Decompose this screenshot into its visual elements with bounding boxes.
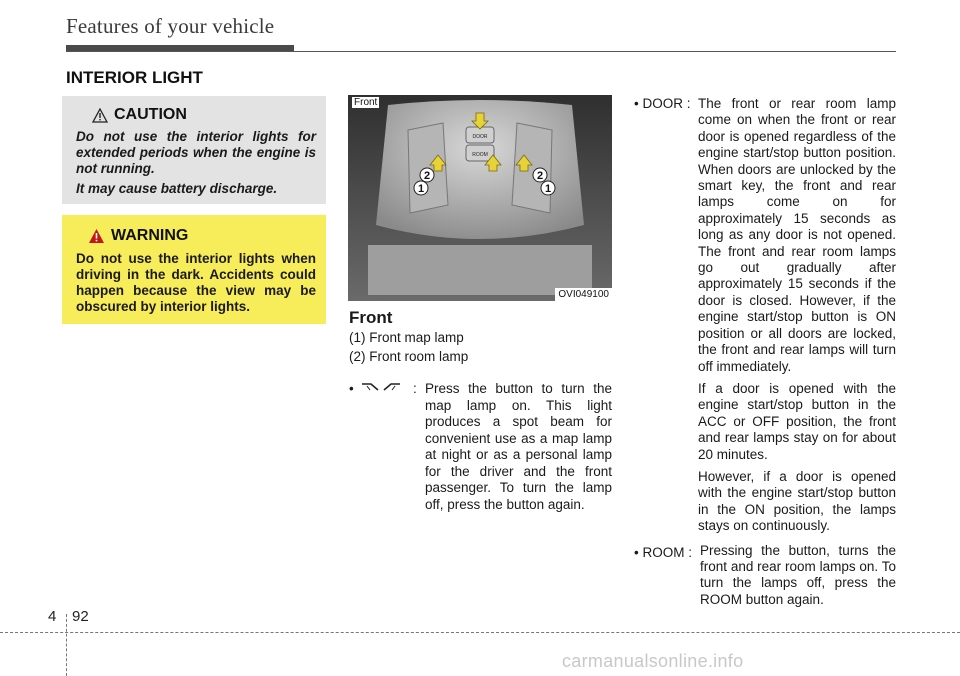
chapter-number: 4 [48, 608, 57, 625]
caution-title [92, 106, 316, 124]
door-paragraph: However, if a door is opened with the engine start/stop button in the ON position, the lamps stays on continuously. [698, 468, 896, 534]
figure-code: OVI049100 [555, 288, 612, 301]
front-heading: Front [349, 308, 393, 327]
watermark: carmanualsonline.info [562, 651, 744, 671]
caution-box [62, 96, 326, 204]
door-item [634, 96, 896, 375]
map-lamp-description [349, 381, 612, 513]
warning-title [88, 227, 316, 245]
callout-1-left: 1 [417, 183, 425, 195]
warning-body: Do not use the interior lights when driving in the dark. Accidents could happen because the view may be obscured by interior lights. [76, 251, 316, 314]
footer-divider [66, 614, 67, 676]
warning-triangle-icon [92, 108, 108, 123]
page-heading: INTERIOR LIGHT [66, 68, 203, 87]
caution-line: Do not use the interior lights for extended periods when the engine is not running. [76, 129, 316, 176]
door-text: The front or rear room lamp come on when the front or rear door is opened regardless of the engine start/stop button position. When doors are unlocked by the smart key, the front and rear lamps come on for approximately 15 seconds as long as any door is not opened. The front and rear room lamps go out gradually after approximately 15 seconds if the door is closed. However, if the engine start/stop button is ON position or all doors are locked, the front and rear lamps will turn off immediately. [698, 96, 896, 374]
callout-2-left: 2 [423, 170, 431, 182]
callout-1-right: 1 [544, 183, 552, 195]
caution-body [76, 129, 316, 197]
bullet: • [349, 381, 354, 396]
map-lamp-text: Press the button to turn the map lamp on. This light produces a spot beam for convenient use as a map lamp at night or as a personal lamp for the driver and the front passenger. To turn the lamp off, press the button again. [425, 381, 612, 512]
caution-line: It may cause battery discharge. [76, 181, 278, 196]
map-lamp-icon [361, 381, 413, 392]
front-legend [349, 328, 468, 366]
legend-item: (1) Front map lamp [349, 330, 464, 345]
door-button-label: DOOR [472, 134, 488, 140]
warning-triangle-filled-icon [88, 228, 105, 244]
right-column [634, 96, 896, 608]
footer-rule [0, 632, 960, 633]
page-number: 92 [72, 608, 89, 625]
warning-title-text: WARNING [111, 227, 189, 244]
room-button-label: ROOM [472, 152, 488, 158]
room-item [634, 543, 896, 609]
figure-label: Front [354, 97, 378, 108]
section-title: Features of your vehicle [66, 14, 275, 38]
overhead-console-illustration [348, 95, 612, 301]
warning-box [62, 215, 326, 324]
header-rule [66, 51, 896, 52]
colon: : [413, 381, 417, 396]
caution-title-text: CAUTION [114, 106, 187, 123]
callout-2-right: 2 [536, 170, 544, 182]
legend-item: (2) Front room lamp [349, 349, 469, 364]
door-paragraph: If a door is opened with the engine start/stop button in the ACC or OFF position, the front and rear lamps stay on for about 20 minutes. [698, 380, 896, 462]
door-term: • DOOR : [634, 96, 691, 111]
room-text: Pressing the button, turns the front and rear room lamps on. To turn the lamps off, press the ROOM button again. [700, 542, 896, 607]
overhead-console-photo [348, 95, 612, 301]
room-term: • ROOM : [634, 544, 692, 560]
